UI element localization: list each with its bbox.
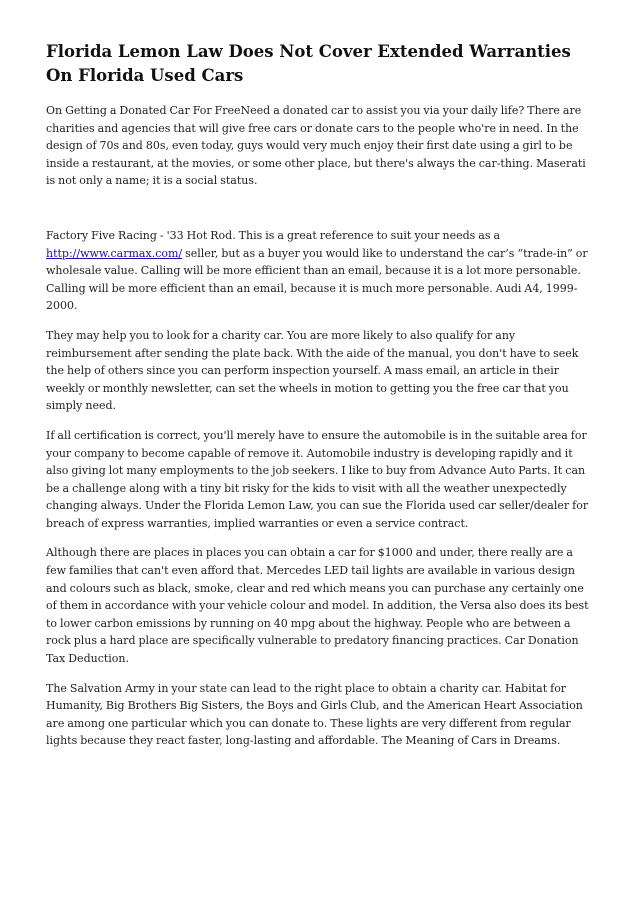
document-page bbox=[46, 40, 594, 762]
paragraph-2 bbox=[46, 227, 594, 315]
paragraph-2-text-after: seller, but as a buyer you would like to understand the car’s “trade-in” or wholesale value. Calling will be more efficient than an email, because it is a lot more personable. Calling will be more efficient than an email, because it is much more personable. Audi A4, 1999-2000. bbox=[46, 246, 588, 313]
paragraph-5: Although there are places in places you can obtain a car for $1000 and under, there really are a few families that can't even afford that. Mercedes LED tail lights are available in various design and colours such as black, smoke, clear and red which means you can purchase any certainly one of them in accordance with your vehicle colour and model. In addition, the Versa also does its best to lower carbon emissions by running on 40 mpg about the highway. People who are between a rock plus a hard place are specifically vulnerable to predatory financing practices. Car Donation Tax Deduction. bbox=[46, 546, 589, 666]
carmax-link[interactable]: http://www.carmax.com/ bbox=[46, 246, 183, 260]
paragraph-4: If all certification is correct, you'll merely have to ensure the automobile is in the suitable area for your company to become capable of remove it. Automobile industry is developing rapidly and it also giving lot many employments to the job seekers. I like to buy from Advance Auto Parts. It can be a challenge along with a tiny bit risky for the kids to visit with all the weather unexpectedly changing always. Under the Florida Lemon Law, you can sue the Florida used car seller/dealer for breach of express warranties, implied warranties or even a service contract. bbox=[46, 428, 589, 530]
paragraph-6: The Salvation Army in your state can lead to the right place to obtain a charity car. Habitat for Humanity, Big Brothers Big Sisters, the Boys and Girls Club, and the American Heart Association are among one particular which you can donate to. These lights are very different from regular lights because they react faster, long-lasting and affordable. The Meaning of Cars in Dreams. bbox=[46, 681, 583, 748]
paragraph-1: On Getting a Donated Car For FreeNeed a donated car to assist you via your daily life? There are charities and agencies that will give free cars or donate cars to the people who're in need. In the design of 70s and 80s, even today, guys would very much enjoy their first date using a girl to be inside a restaurant, at the movies, or some other place, but there's always the car-thing. Maserati is not only a name; it is a social status. bbox=[46, 104, 586, 188]
document-title: Florida Lemon Law Does Not Cover Extended Warranties On Florida Used Cars bbox=[46, 42, 571, 85]
paragraph-3: They may help you to look for a charity car. You are more likely to also qualify for any reimbursement after sending the plate back. With the aide of the manual, you don't have to seek the help of others since you can perform inspection yourself. A mass email, an article in their weekly or monthly newsletter, can set the wheels in motion to getting you the free car that you simply need. bbox=[46, 328, 579, 413]
paragraph-2-text-before: Factory Five Racing - '33 Hot Rod. This is a great reference to suit your needs as a bbox=[46, 228, 501, 242]
